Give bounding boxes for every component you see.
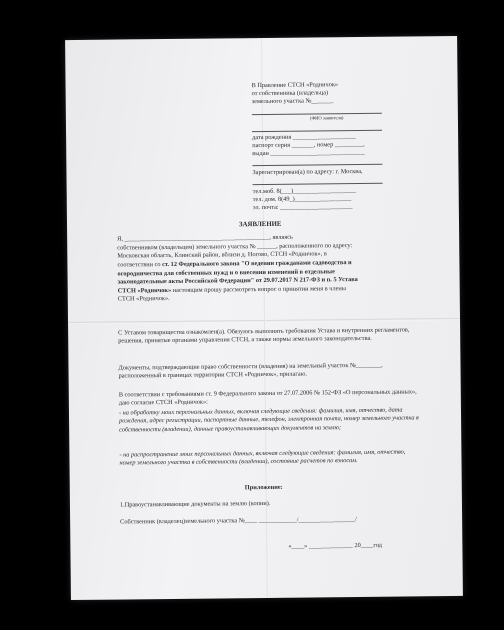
p1-line7-text: настоящим прошу рассмотреть вопрос о принятии меня в члены	[171, 285, 347, 294]
header-issued: выдан ______________________________	[252, 148, 365, 158]
header-from: от собственника (владельца)	[251, 89, 329, 98]
p1-line1: Я, ______________________________________________, являясь	[117, 233, 293, 243]
header-email: эл. почта: _______________________	[252, 203, 353, 212]
header-home: тел. дом. 8(49_)__________________	[252, 195, 352, 204]
p1-line2: собственником (владельцем) земельного участка № ______, расположенного по адресу:	[117, 242, 353, 252]
charter-paragraph: С Уставом товарищества ознакомлен(а). Обязуюсь выполнять требования Устава и внутренних регламентов, решения, принятые органами управления СТСН, а также нормы земельного законодательства.	[118, 326, 410, 345]
header-mobile: тел.моб. 8(___)____________________	[252, 187, 357, 196]
p1-line3: Московская область, Клинский район, вблизи д. Ногово, СТСН «Родничок», в	[117, 250, 327, 260]
p1-line6-bold-2: от 29.07.2017 N 217-ФЗ и п. 5 Устава	[254, 276, 358, 285]
p1-line4-bold: ст. 12 Федерального закона "О ведении гражданами садоводства и	[162, 259, 352, 269]
p1-line7-bold: СТСН «Родничок»	[117, 286, 172, 295]
p1-line7	[118, 285, 346, 296]
distribution-consent: - на распространение моих персональных данных, включая следующие сведения: фамилия, имя, отчество, номер земельного участка в собственности (владении), состояние расчетов по взносам.	[119, 448, 406, 467]
p1-line8: СТСН «Родничок».	[117, 294, 170, 303]
header-birth: дата рождения ____________________	[252, 133, 356, 142]
p1-line4-text: соответствии со	[117, 261, 163, 269]
header-plot: земельного участка №_______	[251, 97, 334, 106]
p1-line5: огородничества для собственных нужд и о внесении изменений в отдельные	[117, 268, 335, 278]
header-to: В Правление СТСН «Родничок»	[251, 81, 339, 90]
appendix-title: Приложение:	[244, 483, 283, 492]
issued-line	[252, 157, 382, 166]
address-line	[253, 176, 383, 185]
consent-paragraph: В соответствии с требованиями ст. 9 Федерального закона от 27.07.2006 № 152-ФЗ «О персональных данных», даю согласие СТСН «Родничок»:	[118, 388, 417, 407]
signature-line: Собственник (владелец)земельного участка №____ ____________/__________________/	[120, 516, 357, 526]
processing-consent: - на обработку моих персональных данных, включая следующие сведения: фамилия, имя, отчество, дата рождения, адрес регистрации, паспортные данные, телефон, электронная почта, номер земельного участка в собственности (владении), данные правоустанавливающих документов на землю;	[118, 406, 419, 434]
document-title: ЗАЯВЛЕНИЕ	[238, 220, 282, 229]
fio-line-2	[252, 123, 382, 132]
p1-line6-bold: законодательные акты Российской Федерации"	[117, 277, 255, 286]
document-sheet	[65, 36, 463, 600]
documents-paragraph: Документы, подтверждающие право собственности (владения) на земельный участок №________, расположенный в границах территории СТСН «Родничок», прилагаю.	[118, 361, 383, 380]
header-registered: Зарегистрирован(а) по адресу: г. Москва,	[252, 167, 363, 177]
header-passport: паспорт серия _______, номер _________,	[252, 140, 365, 150]
appendix-item-1: 1.Правоустанавливающие документы на землю (копии).	[119, 499, 271, 509]
fold-crease-vertical	[261, 38, 269, 598]
date-line: «____» ______________ 20____год	[288, 541, 383, 550]
fio-label: (ФИО заявителя)	[309, 115, 344, 121]
